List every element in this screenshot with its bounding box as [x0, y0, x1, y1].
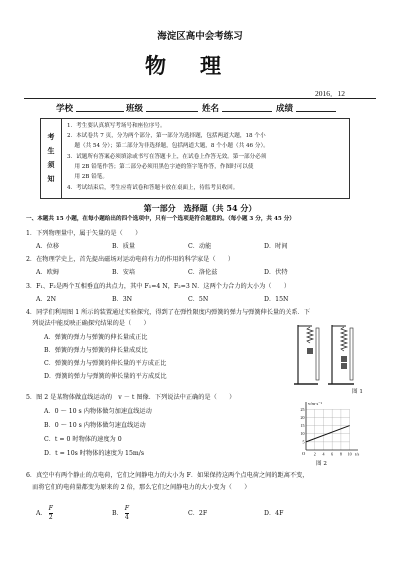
- notes-label-char: 知: [47, 174, 55, 183]
- y-tick-label: 5: [302, 439, 305, 445]
- notes-label-char: 须: [47, 160, 55, 169]
- graph-grid: [306, 409, 350, 450]
- option-d[interactable]: D．4F: [264, 510, 284, 517]
- x-tick-label: 8: [339, 451, 342, 457]
- question-stem: 1．下列物理量中，属于矢量的是（ ）: [26, 230, 142, 237]
- x-tick-label: 4: [322, 451, 325, 457]
- option-d[interactable]: D．弹簧的弹力与弹簧的伸长量的平方成反比: [44, 373, 167, 380]
- name-label: 姓名: [202, 104, 220, 114]
- note-line: 4．考试结束后，考生应将试卷和答题卡放在桌面上，待监考员收回。: [67, 185, 239, 191]
- tick-labels: [301, 407, 352, 457]
- notes-label-char: 生: [47, 146, 55, 155]
- question-stem: 5．图 2 是某物体做直线运动的 v － t 图像．下列说法中正确的是（ ）: [26, 394, 236, 401]
- school-blank[interactable]: [76, 111, 124, 112]
- note-line: 3．试题所有答案必须填涂或书写在答题卡上，在试卷上作答无效。第一部分必须: [67, 154, 267, 160]
- note-line: 用 2B 铅笔。: [67, 174, 108, 180]
- option-a[interactable]: [36, 505, 53, 522]
- option-c[interactable]: C．5N: [188, 296, 209, 303]
- option-letter: B．: [112, 510, 123, 517]
- notes-label: [41, 119, 62, 198]
- option-b[interactable]: B．0 ～ 10 s 内物体做匀速直线运动: [44, 422, 146, 429]
- exam-title: 海淀区高中会考练习: [157, 31, 243, 42]
- option-d[interactable]: D．时间: [264, 243, 288, 250]
- figure-2-vt-graph: [294, 398, 364, 460]
- score-blank[interactable]: [296, 111, 336, 112]
- x-axis-label: t/s: [355, 451, 360, 457]
- class-label: 班级: [126, 104, 144, 114]
- name-blank[interactable]: [222, 111, 272, 112]
- notes-label-char: 考: [47, 132, 55, 141]
- fraction-numerator: F: [124, 505, 130, 512]
- fraction-numerator: F: [48, 505, 53, 512]
- section-intro: 一、本题共 15 小题，在每小题给出的四个选项中，只有一个选项是符合题意的。（每小题 3 分，共 45 分）: [26, 216, 295, 222]
- school-label: 学校: [56, 104, 74, 114]
- option-b[interactable]: B．质量: [112, 243, 136, 250]
- option-c[interactable]: C．动能: [188, 243, 212, 250]
- figure-1-spring-apparatus: [290, 322, 360, 390]
- header-rule: [24, 98, 376, 99]
- note-line: 题（共 54 分）；第二部分为非选择题，包括两道大题，8 个小题（共 46 分）。: [67, 143, 269, 149]
- y-tick-label: 25: [300, 406, 305, 412]
- option-d[interactable]: D．t = 10s 时物体的速度为 15m/s: [44, 450, 145, 457]
- question-stem-line: 6．真空中有两个静止的点电荷，它们之间静电力的大小为 F．如果保持这两个点电荷之间的距离不变，: [26, 472, 309, 479]
- option-c[interactable]: C．t = 0 时物体的速度为 0: [44, 436, 122, 443]
- x-tick-label: 6: [331, 451, 334, 457]
- option-b[interactable]: B．弹簧的弹力与弹簧的伸长量成反比: [44, 347, 148, 354]
- note-line: 1．考生要认真填写考场号和座位序号。: [67, 123, 166, 129]
- option-d[interactable]: D．15N: [264, 296, 289, 303]
- option-b[interactable]: B．3N: [112, 296, 133, 303]
- fraction-denominator: 4: [124, 514, 129, 521]
- option-c[interactable]: C．2F: [188, 510, 208, 517]
- option-a[interactable]: A．欧姆: [36, 269, 60, 276]
- x-tick-label: 10: [347, 451, 352, 457]
- section-title: 第一部分 选择题（共 54 分）: [143, 203, 257, 213]
- figure-1-label: 图 1: [352, 389, 363, 395]
- option-b[interactable]: [112, 505, 129, 522]
- option-a[interactable]: A．弹簧的弹力与弹簧的伸长量成正比: [44, 334, 148, 341]
- x-tick-label: 2: [313, 451, 316, 457]
- option-c[interactable]: C．弹簧的弹力与弹簧的伸长量的平方成正比: [44, 360, 167, 367]
- fraction: [49, 505, 53, 522]
- fraction: [125, 505, 129, 522]
- exam-date: 2016．12: [315, 89, 345, 98]
- note-line: 2．本试卷共 7 页，分为两个部分，第一部分为选择题，包括两道大题，18 个小: [67, 133, 266, 139]
- option-c[interactable]: C．洛伦兹: [188, 269, 218, 276]
- option-d[interactable]: D．伏特: [264, 269, 288, 276]
- origin-label: O: [302, 451, 306, 456]
- question-stem: 3．F₁、F₂是两个互相垂直的共点力，其中 F₁=4 N，F₂=3 N．这两个力合力的大小为（ ）: [26, 283, 291, 290]
- question-stem: 2．在物理学史上，首先提出磁场对运动电荷有力的作用的科学家是（ ）: [26, 256, 235, 263]
- y-axis-label: v/m·s⁻¹: [308, 401, 322, 406]
- option-a[interactable]: A．0 ～ 10 s 内物体做匀加速直线运动: [44, 408, 152, 415]
- option-a[interactable]: A．2N: [36, 296, 57, 303]
- candidate-notes-box: [40, 118, 350, 199]
- y-tick-label: 15: [300, 423, 305, 429]
- option-b[interactable]: B．安培: [112, 269, 136, 276]
- question-stem-line: 而将它们的电荷量都变为原来的 2 倍，那么它们之间静电力的大小变为（ ）: [26, 484, 251, 491]
- subject-title: 物理: [145, 53, 255, 78]
- y-tick-label: 20: [300, 414, 305, 420]
- score-label: 成绩: [276, 104, 294, 114]
- figure-2-label: 图 2: [316, 461, 327, 467]
- y-tick-label: 10: [300, 431, 305, 437]
- question-stem-line: 4．同学们利用图 1 所示的装置通过实验探究，得到了在弹性限度内弹簧的弹力与弹簧伸长量的关系．下: [26, 309, 311, 316]
- question-stem-line: 列说法中能反映正确探究结果的是（ ）: [26, 320, 150, 327]
- option-letter: A．: [36, 510, 47, 517]
- note-line: 用 2B 铅笔作答；第二部分必须用黑色字迹的签字笔作答，作图时可以使: [67, 164, 254, 170]
- class-blank[interactable]: [146, 111, 198, 112]
- option-a[interactable]: A．位移: [36, 243, 60, 250]
- fraction-denominator: 2: [48, 514, 53, 521]
